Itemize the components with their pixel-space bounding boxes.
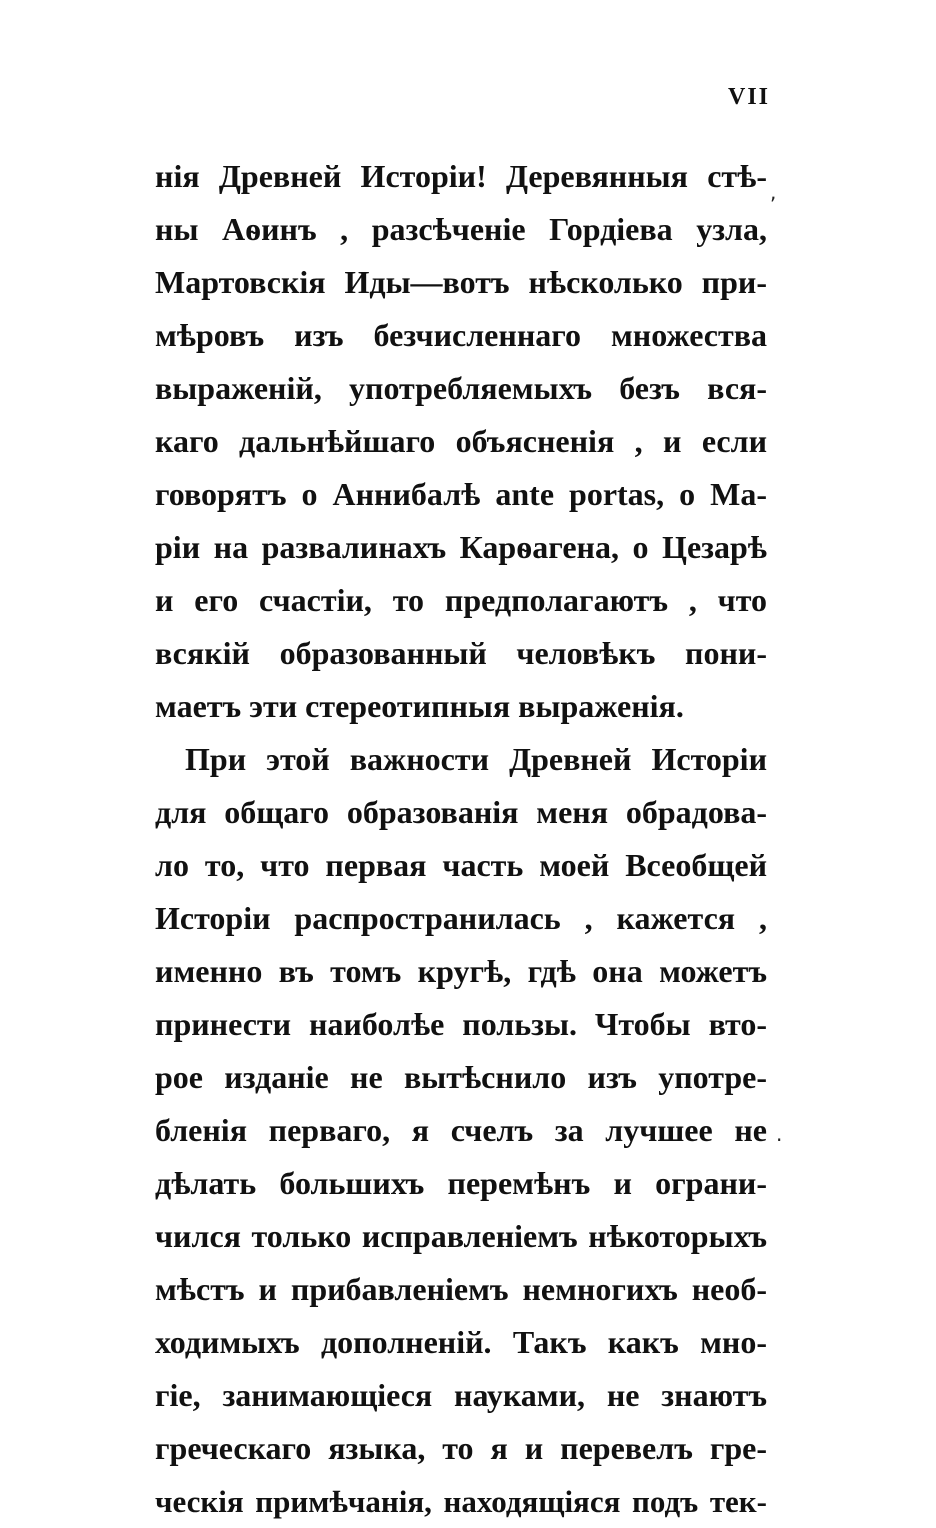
text-line: гіе, занимающіеся науками, не знаютъ xyxy=(155,1377,767,1413)
text-line: дѣлать большихъ перемѣнъ и ограни- xyxy=(155,1165,767,1201)
text-line: выраженій, употребляемыхъ безъ вся- xyxy=(155,370,767,406)
text-line: мѣровъ изъ безчисленнаго множества xyxy=(155,317,767,353)
text-line: для общаго образованія меня обрадова- xyxy=(155,794,767,830)
text-line: ріи на развалинахъ Карѳагена, о Цезарѣ xyxy=(155,529,767,565)
paragraph xyxy=(155,733,767,1528)
text-line: именно въ томъ кругѣ, гдѣ она можетъ xyxy=(155,953,767,989)
text-line: ло то, что первая часть моей Всеобщей xyxy=(155,847,767,883)
text-line: При этой важности Древней Исторіи xyxy=(185,741,767,777)
margin-mark: · xyxy=(776,1128,783,1152)
text-line: греческаго языка, то я и перевелъ гре- xyxy=(155,1430,767,1466)
text-line: бленія перваго, я счелъ за лучшее не xyxy=(155,1112,767,1148)
text-line: мѣстъ и прибавленіемъ немногихъ необ- xyxy=(155,1271,767,1307)
text-line: принести наиболѣе пользы. Чтобы вто- xyxy=(155,1006,767,1042)
margin-mark: , xyxy=(770,180,777,204)
text-line: говорятъ о Аннибалѣ ante portas, о Ма- xyxy=(155,476,767,512)
text-line: каго дальнѣйшаго объясненія , и если xyxy=(155,423,767,459)
text-line: нія Древней Исторіи! Деревянныя стѣ- xyxy=(155,158,767,194)
text-line: чился только исправленіемъ нѣкоторыхъ xyxy=(155,1218,767,1254)
text-line: ческія примѣчанія, находящіяся подъ тек- xyxy=(155,1484,767,1519)
text-line: всякій образованный человѣкъ пони- xyxy=(155,635,767,671)
text-line: ходимыхъ дополненій. Такъ какъ мно- xyxy=(155,1324,767,1360)
text-line: рое изданіе не вытѣснило изъ употре- xyxy=(155,1059,767,1095)
paragraph xyxy=(155,150,767,733)
text-line: маетъ эти стереотипныя выраженія. xyxy=(155,688,684,724)
text-line: Исторіи распространилась , кажется , xyxy=(155,900,767,936)
text-line: ны Аѳинъ , разсѣченіе Гордіева узла, xyxy=(155,211,767,247)
page-number: VII xyxy=(728,84,771,110)
text-line: и его счастіи, то предполагаютъ , что xyxy=(155,582,767,618)
body-text xyxy=(155,150,767,1528)
text-line: Мартовскія Иды—вотъ нѣсколько при- xyxy=(155,264,767,300)
